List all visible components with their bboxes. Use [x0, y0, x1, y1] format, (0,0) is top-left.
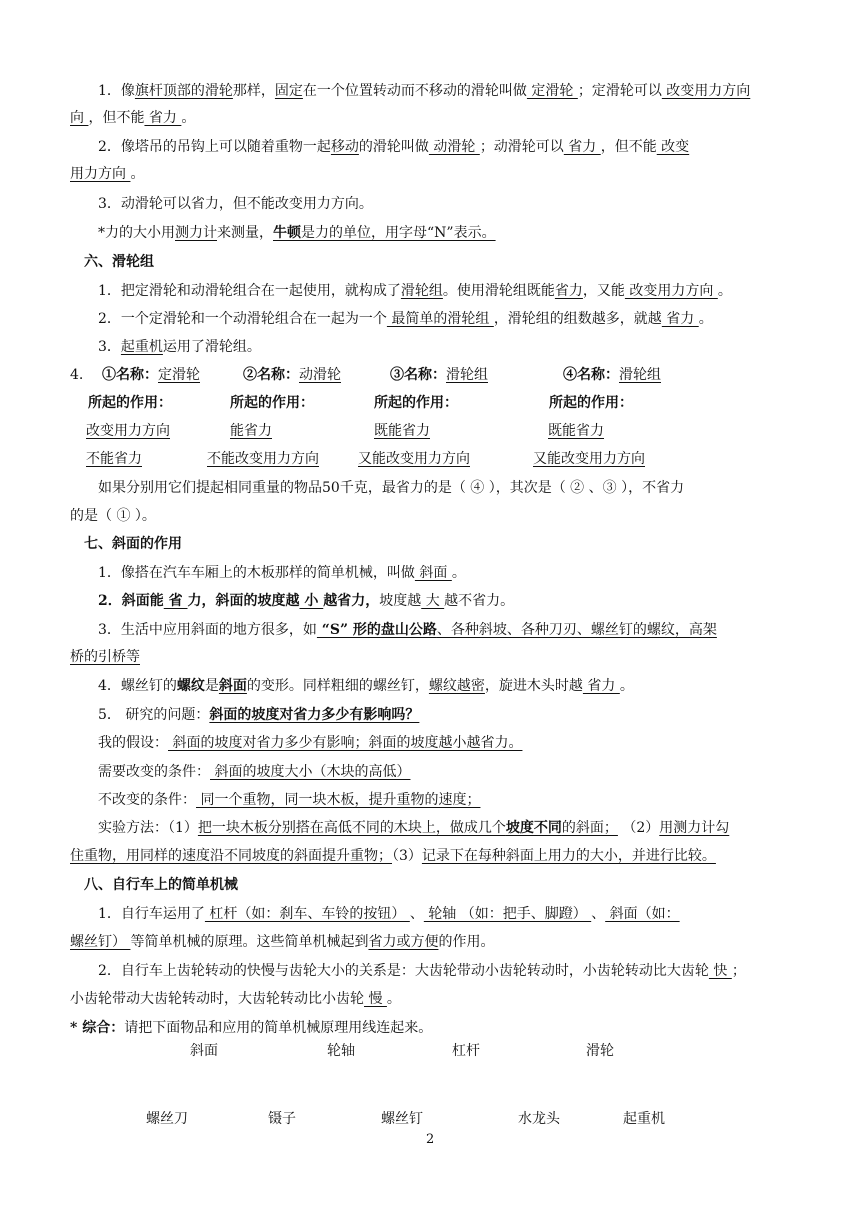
section-6-title: 六、滑轮组: [84, 254, 154, 270]
pulley-name-1: ①名称：定滑轮: [102, 367, 200, 383]
line-inclined-plane: 1．像搭在汽车车厢上的木板那样的简单机械，叫做 斜面 。: [98, 565, 466, 581]
line-not-effort-saving: 的是（ ① ）。: [70, 508, 156, 524]
line-pulley-block: 1．把定滑轮和动滑轮组合在一起使用，就构成了滑轮组。使用滑轮组既能省力，又能 改变用力方向 。: [98, 283, 732, 299]
line-simplest-pulley-block: 2．一个定滑轮和一个动滑轮组合在一起为一个 最简单的滑轮组 ，滑轮组的组数越多，就越 省力 。: [98, 311, 713, 327]
pulley-name-2: ②名称：动滑轮: [243, 367, 341, 383]
line-slope-applications-cont: 桥的引桥等: [70, 649, 140, 665]
summary-instruction: * 综合：请把下面物品和应用的简单机械原理用线连起来。: [70, 1020, 433, 1036]
pulley-name-4: ④名称：滑轮组: [563, 367, 661, 383]
line-variables-fixed: 不改变的条件： 同一个重物，同一块木板，提升重物的速度；: [98, 792, 481, 808]
page-number: 2: [426, 1132, 435, 1147]
line-method-cont: 住重物，用同样的速度沿不同坡度的斜面提升重物；（3）记录下在每种斜面上用力的大小，并进行比较。: [70, 848, 716, 864]
principle-incline: 斜面: [190, 1043, 218, 1059]
line-movable-pulley: 2．像塔吊的吊钩上可以随着重物一起移动的滑轮叫做 动滑轮 ；动滑轮可以 省力 ，但不能 改变: [98, 139, 690, 155]
role-label-3: 所起的作用：: [374, 395, 458, 411]
line-gears-cont: 小齿轮带动大齿轮转动时，大齿轮转动比小齿轮 慢 。: [70, 991, 401, 1007]
section-7-title: 七、斜面的作用: [84, 536, 182, 552]
line-hypothesis: 我的假设： 斜面的坡度对省力多少有影响；斜面的坡度越小越省力。: [98, 735, 523, 751]
role-4b: 又能改变用力方向: [533, 451, 645, 467]
role-label-2: 所起的作用：: [230, 395, 314, 411]
question-4-number: 4.: [70, 367, 84, 383]
role-1a: 改变用力方向: [86, 423, 170, 439]
role-2a: 能省力: [230, 423, 272, 439]
section-8-title: 八、自行车上的简单机械: [84, 877, 238, 893]
line-bicycle-machines: 1．自行车运用了 杠杆（如：刹车、车铃的按钮） 、 轮轴 （如：把手、脚蹬） 、 斜面（如：: [98, 906, 680, 922]
item-screw: 螺丝钉: [381, 1111, 423, 1127]
line-method: 实验方法：（1）把一块木板分别搭在高低不同的木块上，做成几个坡度不同的斜面； （2）用测力计勾: [98, 820, 730, 836]
role-3a: 既能省力: [374, 423, 430, 439]
principle-wheel-axle: 轮轴: [327, 1043, 355, 1059]
role-label-1: 所起的作用：: [88, 395, 172, 411]
line-most-effort-saving: 如果分别用它们提起相同重量的物品50千克，最省力的是（ ④ ），其次是（ ② 、③ ），不省力: [98, 480, 685, 496]
item-faucet: 水龙头: [518, 1111, 560, 1127]
line-gears: 2．自行车上齿轮转动的快慢与齿轮大小的关系是：大齿轮带动小齿轮转动时，小齿轮转动比大齿轮 快 ；: [98, 963, 746, 979]
pulley-name-3: ③名称：滑轮组: [390, 367, 488, 383]
role-label-4: 所起的作用：: [549, 395, 633, 411]
line-force-unit: *力的大小用测力计来测量，牛顿是力的单位，用字母“N”表示。: [98, 225, 496, 241]
line-slope-effort: 2．斜面能 省 力，斜面的坡度越 小 越省力，坡度越 大 越不省力。: [98, 593, 515, 609]
principle-pulley: 滑轮: [586, 1043, 614, 1059]
item-tweezers: 镊子: [268, 1111, 296, 1127]
item-screwdriver: 螺丝刀: [146, 1111, 188, 1127]
line-research-question: 5． 研究的问题：斜面的坡度对省力多少有影响吗？: [98, 707, 420, 723]
line-crane: 3．起重机运用了滑轮组。: [98, 339, 261, 355]
role-4a: 既能省力: [548, 423, 604, 439]
line-bicycle-machines-cont: 螺丝钉） 等简单机械的原理。这些简单机械起到省力或方便的作用。: [70, 934, 495, 950]
line-screw-thread: 4．螺丝钉的螺纹是斜面的变形。同样粗细的螺丝钉，螺纹越密，旋进木头时越 省力 。: [98, 678, 634, 694]
line-movable-summary: 3．动滑轮可以省力，但不能改变用力方向。: [98, 196, 373, 212]
role-2b: 不能改变用力方向: [207, 451, 319, 467]
item-crane: 起重机: [623, 1111, 665, 1127]
role-3b: 又能改变用力方向: [358, 451, 470, 467]
principle-lever: 杠杆: [452, 1043, 480, 1059]
line-fixed-pulley: 1．像旗杆顶部的滑轮那样，固定在一个位置转动而不移动的滑轮叫做 定滑轮 ；定滑轮可以 改变用力方向: [98, 83, 751, 99]
line-slope-applications: 3．生活中应用斜面的地方很多，如 “S” 形的盘山公路、各种斜坡、各种刀刃、螺丝钉的螺纹，高架: [98, 622, 717, 638]
role-1b: 不能省力: [86, 451, 142, 467]
line-fixed-pulley-cont: 向 ，但不能 省力 。: [70, 110, 196, 126]
line-movable-pulley-cont: 用力方向 。: [70, 166, 145, 182]
line-variable-changed: 需要改变的条件： 斜面的坡度大小（木块的高低）: [98, 764, 411, 780]
